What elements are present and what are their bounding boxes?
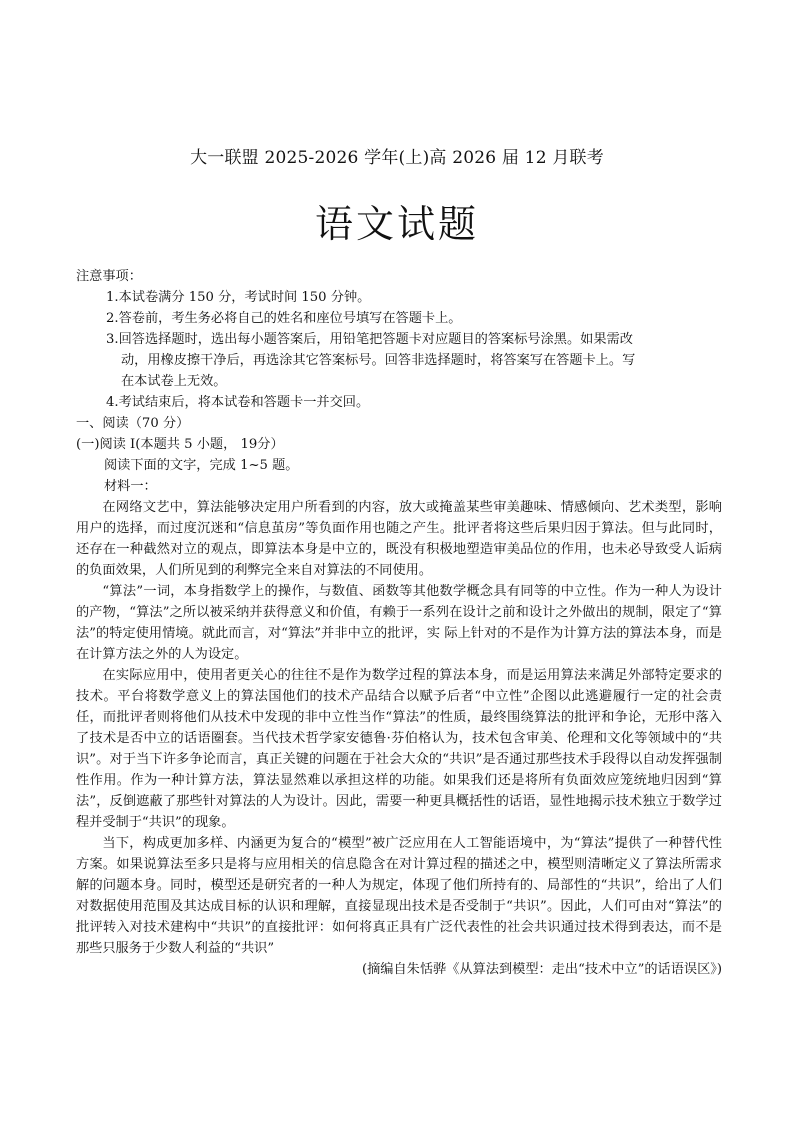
subsection-title: (一)阅读 I(本题共 5 小题， 19分） — [76, 437, 284, 452]
material-paragraph: “算法”一词，本身指数学上的操作，与数值、函数等其他数学概念具有同等的中立性。作为一种人为设计的产物，“算法”之所以被采纳并获得意义和价值，有赖于一系列在设计之前和设计之外做出的规制，限定了“算法”的特定使用情境。就此而言，对“算法”并非中立的批评，实 际上针对的不是作为计算方法的算法本身，而是在计算方法之外的人为设定。 — [76, 584, 722, 662]
notice-heading: 注意事项： — [76, 269, 142, 284]
exam-title: 语文试题 — [314, 202, 479, 246]
material-source: (摘编自朱恬骅《从算法到模型：走出“技术中立”的话语误区》) — [361, 962, 722, 977]
notice-item-2: 2.答卷前，考生务必将自己的姓名和座位号填写在答题卡上。 — [106, 311, 462, 326]
section-title: 一、阅读（70 分） — [76, 416, 190, 431]
notice-item-1: 1.本试卷满分 150 分，考试时间 150 分钟。 — [106, 290, 371, 305]
notice-item-3: 3.回答选择题时，选出每小题答案后，用铅笔把答题卡对应题目的答案标号涂黑。如果需改 — [106, 332, 633, 347]
notice-item-3-cont: 动，用橡皮擦干净后，再选涂其它答案标号。回答非选择题时，将答案写在答题卡上。写 — [121, 353, 636, 368]
reading-instruction: 阅读下面的文字，完成 1~5 题。 — [104, 458, 299, 473]
notice-item-4: 4.考试结束后，将本试卷和答题卡一并交回。 — [106, 395, 370, 410]
material-paragraph: 当下，构成更加多样、内涵更为复合的“模型”被广泛应用在人工智能语境中，为“算法”提供了一种替代性方案。如果说算法至多只是将与应用相关的信息隐含在对计算过程的描述之中，模型则清晰定义了算法所需求解的问题本身。同时，模型还是研究者的一种人为规定，体现了他们所持有的、局部性的“共识”，给出了人们对数据使用范围及其达成目标的认识和理解，直接显现出技术是否受制于“共识”。因此，人们可由对“算法”的批评转入对技术建构中“共识”的直接批评：如何将真正具有广泛代表性的社会共识通过技术得到表达，而不是那些只服务于少数人利益的“共识” — [76, 836, 722, 956]
material-label: 材料一： — [104, 479, 157, 494]
exam-content — [76, 266, 722, 980]
notice-item-3-cont2: 在本试卷上无效。 — [121, 374, 227, 389]
exam-header: 大一联盟 2025-2026 学年(上)高 2026 届 12 月联考 — [190, 148, 604, 168]
material-paragraph: 在实际应用中，使用者更关心的往往不是作为数学过程的算法本身，而是运用算法来满足外部特定要求的技术。平台将数学意义上的算法国他们的技术产品结合以赋予后者“中立性”企图以此逃避履行一定的社会责任，而批评者则将他们从技术中发现的非中立性当作“算法”的性质，最终围绕算法的批评和争论，无形中落入了技术是否中立的话语圈套。当代技术哲学家安德鲁·芬伯格认为，技术包含审美、伦理和文化等领域中的“共识”。对于当下许多争论而言，真正关键的问题在于社会大众的“共识”是否通过那些技术手段得以自动发挥强制性作用。作为一种计算方法，算法显然难以承担这样的功能。如果我们还是将所有负面效应笼统地归因到“算法”，反倒遮蔽了那些针对算法的人为设计。因此，需要一种更具概括性的话语，显性地揭示技术独立于数学过程并受制于“共识”的现象。 — [76, 668, 722, 830]
material-paragraph: 在网络文艺中，算法能够决定用户所看到的内容，放大或掩盖某些审美趣味、情感倾向、艺术类型，影响用户的选择，而过度沉迷和“信息茧房”等负面作用也随之产生。批评者将这些后果归因于算法。但与此同时，还存在一种截然对立的观点，即算法本身是中立的，既没有积极地塑造审美品位的作用，也未必导致受人诟病的负面效果，人们所见到的利弊完全来自对算法的不同使用。 — [76, 500, 722, 578]
